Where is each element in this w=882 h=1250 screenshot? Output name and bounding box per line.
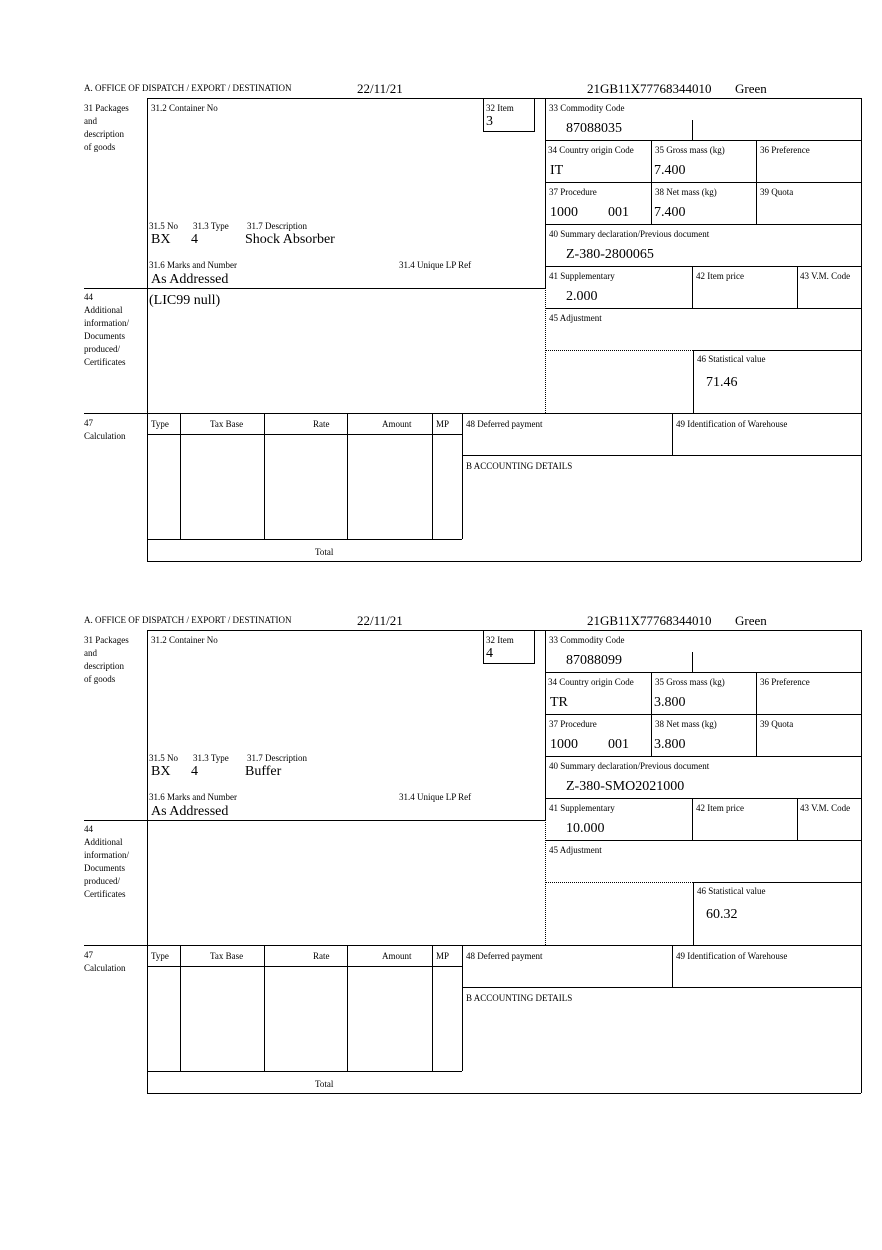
- procedure-value-b: 001: [608, 737, 629, 752]
- calc-mp-label: MP: [436, 419, 450, 429]
- country-origin-label: 34 Country origin Code: [548, 677, 634, 687]
- supplementary-label: 41 Supplementary: [549, 271, 615, 281]
- type-value: 4: [191, 764, 198, 779]
- grid-vline-e: [693, 350, 694, 413]
- adjustment-label: 45 Adjustment: [549, 845, 602, 855]
- calc-col-3: [347, 945, 348, 1071]
- gross-mass-label: 35 Gross mass (kg): [655, 145, 725, 155]
- vm-code-label: 43 V.M. Code: [800, 271, 851, 281]
- grid-line-2: [545, 182, 861, 183]
- packages-label: 31 Packages and description of goods: [84, 103, 129, 152]
- no-value: BX: [151, 232, 171, 247]
- preference-label: 36 Preference: [760, 677, 810, 687]
- calc-rate-label: Rate: [313, 419, 330, 429]
- packages-label: 31 Packages and description of goods: [84, 635, 129, 684]
- line-section-44: [84, 820, 545, 821]
- procedure-value-b: 001: [608, 205, 629, 220]
- country-origin-label: 34 Country origin Code: [548, 145, 634, 155]
- grid-line-7: [462, 987, 861, 988]
- warehouse-label: 49 Identification of Warehouse: [676, 419, 788, 429]
- preference-label: 36 Preference: [760, 145, 810, 155]
- accounting-label: B ACCOUNTING DETAILS: [466, 993, 573, 1003]
- grid-line-1: [545, 672, 861, 673]
- adjustment-dotted: [545, 350, 693, 351]
- procedure-label: 37 Procedure: [549, 719, 597, 729]
- quota-label: 39 Quota: [760, 187, 794, 197]
- grid-line-2: [545, 714, 861, 715]
- mid-divider: [545, 630, 546, 820]
- grid-vline-d: [797, 798, 798, 840]
- item-price-label: 42 Item price: [696, 271, 744, 281]
- no-label: 31.5 No: [149, 753, 178, 763]
- grid-vline-f: [672, 945, 673, 987]
- calc-amount-label: Amount: [382, 419, 412, 429]
- gross-mass-label: 35 Gross mass (kg): [655, 677, 725, 687]
- net-mass-value: 7.400: [654, 205, 686, 220]
- office-label: A. OFFICE OF DISPATCH / EXPORT / DESTINATION: [84, 83, 292, 93]
- additional-info-label: 44 Additional information/ Documents produced/ Certificates: [84, 292, 129, 367]
- unique-ref-label: 31.4 Unique LP Ref: [399, 260, 472, 270]
- grid-line-3: [545, 224, 861, 225]
- supplementary-value: 10.000: [566, 821, 605, 836]
- item-label: 32 Item: [486, 635, 514, 645]
- header-date: 22/11/21: [357, 613, 403, 628]
- grid-line-6: [693, 882, 861, 883]
- gross-mass-value: 7.400: [654, 163, 686, 178]
- calc-rate-label: Rate: [313, 951, 330, 961]
- line-section-47: [84, 413, 861, 414]
- header-reference: 21GB11X77768344010: [587, 81, 712, 96]
- type-label: 31.3 Type: [193, 221, 229, 231]
- supplementary-value: 2.000: [566, 289, 598, 304]
- total-label: Total: [315, 547, 334, 557]
- grid-line-6: [693, 350, 861, 351]
- statistical-value: 60.32: [706, 907, 738, 922]
- description-value: Buffer: [245, 764, 282, 779]
- calc-col-2: [264, 413, 265, 539]
- total-label: Total: [315, 1079, 334, 1089]
- calculation-label: 47 Calculation: [84, 418, 126, 441]
- additional-info-label: 44 Additional information/ Documents produced/ Certificates: [84, 824, 129, 899]
- office-label: A. OFFICE OF DISPATCH / EXPORT / DESTINATION: [84, 615, 292, 625]
- grid-vline-e: [693, 882, 694, 945]
- deferred-label: 48 Deferred payment: [466, 419, 543, 429]
- calc-col-5: [462, 413, 463, 539]
- grid-vline-d: [797, 266, 798, 308]
- calc-amount-label: Amount: [382, 951, 412, 961]
- header-route: Green: [735, 81, 767, 96]
- frame-left: [147, 98, 148, 561]
- calc-col-4: [432, 945, 433, 1071]
- calc-col-5: [462, 945, 463, 1071]
- header-reference: 21GB11X77768344010: [587, 613, 712, 628]
- statistical-label: 46 Statistical value: [697, 354, 766, 364]
- net-mass-value: 3.800: [654, 737, 686, 752]
- commodity-label: 33 Commodity Code: [549, 103, 625, 113]
- commodity-value: 87088035: [566, 121, 622, 136]
- procedure-value-a: 1000: [550, 205, 578, 220]
- item-label: 32 Item: [486, 103, 514, 113]
- container-label: 31.2 Container No: [151, 103, 218, 113]
- customs-form-1: [0, 0, 882, 557]
- quota-label: 39 Quota: [760, 719, 794, 729]
- summary-decl-label: 40 Summary declaration/Previous document: [549, 761, 710, 771]
- marks-value: As Addressed: [151, 272, 229, 287]
- grid-vline-c: [692, 798, 693, 840]
- procedure-label: 37 Procedure: [549, 187, 597, 197]
- calc-tax-base-label: Tax Base: [210, 419, 244, 429]
- line-section-47: [84, 945, 861, 946]
- calculation-label: 47 Calculation: [84, 950, 126, 973]
- grid-line-7: [462, 455, 861, 456]
- calc-type-label: Type: [151, 951, 169, 961]
- summary-decl-value: Z-380-SMO2021000: [566, 779, 685, 794]
- country-origin-value: TR: [550, 695, 568, 710]
- commodity-tick: [692, 120, 693, 140]
- adjustment-label: 45 Adjustment: [549, 313, 602, 323]
- mid-divider: [545, 98, 546, 288]
- gross-mass-value: 3.800: [654, 695, 686, 710]
- calc-type-label: Type: [151, 419, 169, 429]
- net-mass-label: 38 Net mass (kg): [655, 187, 717, 197]
- calc-col-2: [264, 945, 265, 1071]
- grid-vline-c: [692, 266, 693, 308]
- item-value: 3: [486, 114, 493, 129]
- calc-col-4: [432, 413, 433, 539]
- description-label: 31.7 Description: [247, 221, 307, 231]
- grid-line-3: [545, 756, 861, 757]
- no-value: BX: [151, 764, 171, 779]
- grid-vline-f: [672, 413, 673, 455]
- calc-header-line: [147, 434, 462, 435]
- calc-col-1: [180, 413, 181, 539]
- customs-form-2: [0, 532, 882, 1089]
- header-date: 22/11/21: [357, 81, 403, 96]
- line-section-44: [84, 288, 545, 289]
- commodity-label: 33 Commodity Code: [549, 635, 625, 645]
- frame-bottom: [147, 1093, 861, 1094]
- country-origin-value: IT: [550, 163, 564, 178]
- grid-line-5: [545, 840, 861, 841]
- frame-right: [861, 98, 862, 561]
- net-mass-label: 38 Net mass (kg): [655, 719, 717, 729]
- supplementary-label: 41 Supplementary: [549, 803, 615, 813]
- statistical-value: 71.46: [706, 375, 738, 390]
- adjustment-dotted: [545, 882, 693, 883]
- description-label: 31.7 Description: [247, 753, 307, 763]
- commodity-value: 87088099: [566, 653, 622, 668]
- warehouse-label: 49 Identification of Warehouse: [676, 951, 788, 961]
- grid-line-1: [545, 140, 861, 141]
- marks-label: 31.6 Marks and Number: [149, 792, 237, 802]
- frame-left: [147, 630, 148, 1093]
- no-label: 31.5 No: [149, 221, 178, 231]
- description-value: Shock Absorber: [245, 232, 335, 247]
- summary-decl-label: 40 Summary declaration/Previous document: [549, 229, 710, 239]
- marks-label: 31.6 Marks and Number: [149, 260, 237, 270]
- calc-col-3: [347, 413, 348, 539]
- grid-line-4: [545, 798, 861, 799]
- calc-mp-label: MP: [436, 951, 450, 961]
- header-route: Green: [735, 613, 767, 628]
- commodity-tick: [692, 652, 693, 672]
- deferred-label: 48 Deferred payment: [466, 951, 543, 961]
- statistical-label: 46 Statistical value: [697, 886, 766, 896]
- type-value: 4: [191, 232, 198, 247]
- grid-line-5: [545, 308, 861, 309]
- calc-tax-base-label: Tax Base: [210, 951, 244, 961]
- marks-value: As Addressed: [151, 804, 229, 819]
- calc-total-line: [147, 1071, 462, 1072]
- type-label: 31.3 Type: [193, 753, 229, 763]
- calc-col-1: [180, 945, 181, 1071]
- procedure-value-a: 1000: [550, 737, 578, 752]
- additional-info-value: (LIC99 null): [149, 293, 221, 308]
- grid-line-4: [545, 266, 861, 267]
- calc-header-line: [147, 966, 462, 967]
- item-value: 4: [486, 646, 493, 661]
- summary-decl-value: Z-380-2800065: [566, 247, 654, 262]
- frame-right: [861, 630, 862, 1093]
- container-label: 31.2 Container No: [151, 635, 218, 645]
- unique-ref-label: 31.4 Unique LP Ref: [399, 792, 472, 802]
- vm-code-label: 43 V.M. Code: [800, 803, 851, 813]
- item-price-label: 42 Item price: [696, 803, 744, 813]
- accounting-label: B ACCOUNTING DETAILS: [466, 461, 573, 471]
